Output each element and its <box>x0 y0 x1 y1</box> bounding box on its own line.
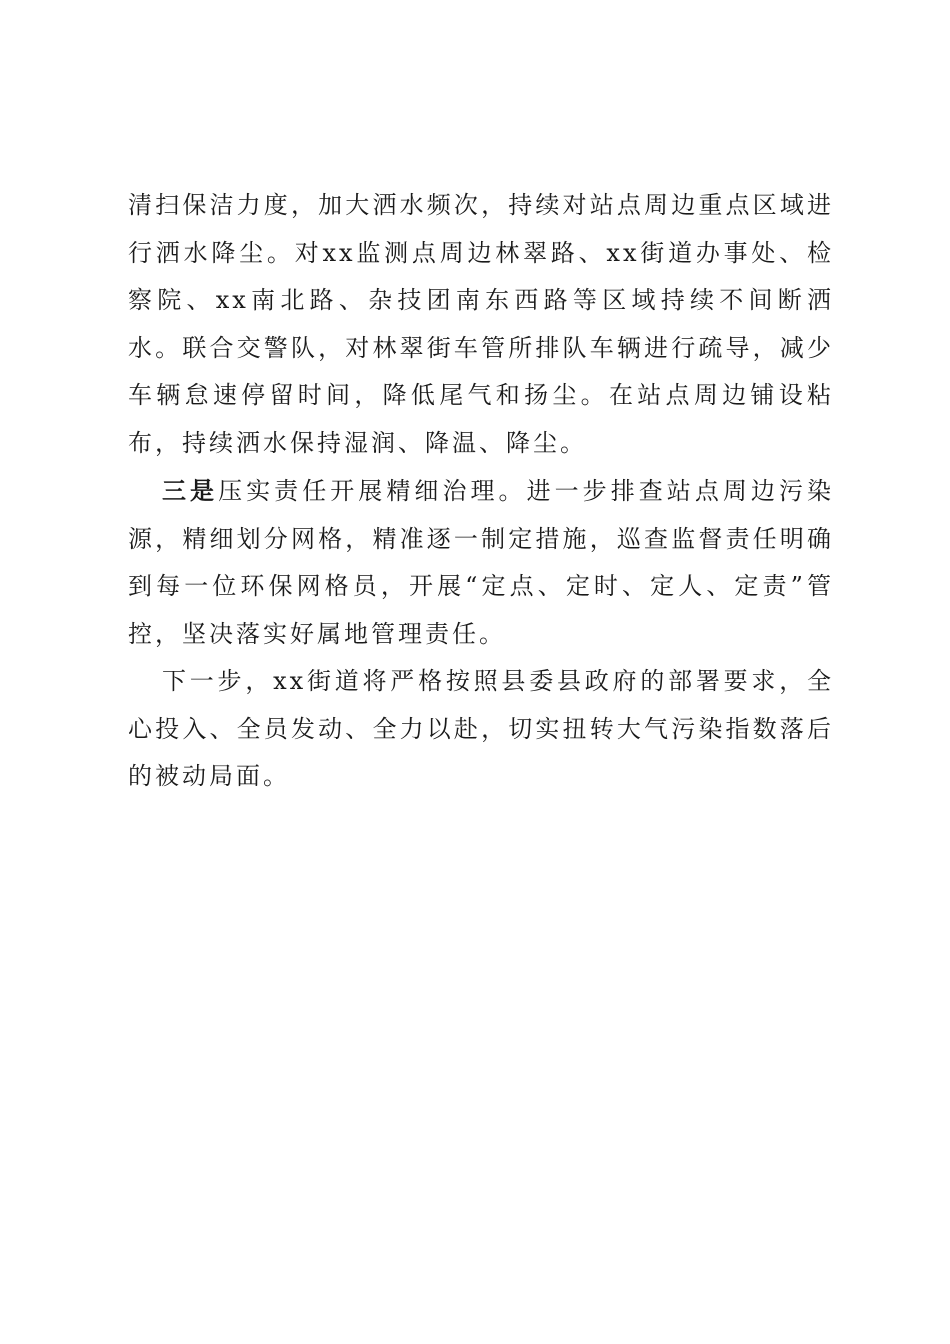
paragraph-text: 下一步，xx街道将严格按照县委县政府的部署要求，全心投入、全员发动、全力以赴，切实扭转大气污染指数落后的被动局面。 <box>128 667 834 790</box>
paragraph-responsibility <box>128 467 834 658</box>
paragraph-dust-control <box>128 182 834 467</box>
paragraph-lead: 三是 <box>162 476 219 505</box>
paragraph-text: 清扫保洁力度，加大洒水频次，持续对站点周边重点区域进行洒水降尘。对xx监测点周边林翠路、xx街道办事处、检察院、xx南北路、杂技团南东西路等区域持续不间断洒水。联合交警队，对林翠街车管所排队车辆进行疏导，减少车辆怠速停留时间，降低尾气和扬尘。在站点周边铺设粘布，持续洒水保持湿润、降温、降尘。 <box>128 191 834 457</box>
paragraph-next-step <box>128 658 834 801</box>
document-body <box>128 182 834 801</box>
paragraph-text: 压实责任开展精细治理。进一步排查站点周边污染源，精细划分网格，精准逐一制定措施，巡查监督责任明确到每一位环保网格员，开展“定点、定时、定人、定责”管控，坚决落实好属地管理责任。 <box>128 477 835 648</box>
